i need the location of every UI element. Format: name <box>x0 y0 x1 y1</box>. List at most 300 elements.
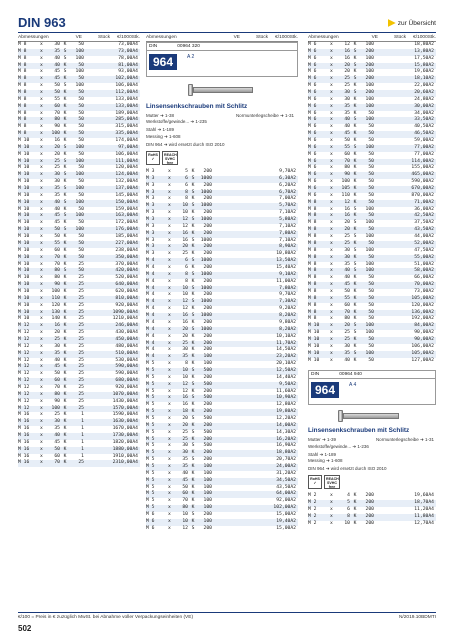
row-size: M 5 <box>146 505 155 511</box>
row-times: x <box>168 395 171 401</box>
row-price: 10,90A2 <box>276 395 296 401</box>
row-length: 20 <box>344 220 350 226</box>
row-qty: 50 <box>368 227 374 233</box>
row-unit: K <box>63 76 67 82</box>
row-length: 70 <box>54 384 60 390</box>
row-size: M 5 <box>146 491 155 497</box>
row-unit: S <box>63 55 67 61</box>
row-unit: K <box>63 179 67 185</box>
row-unit: K <box>63 90 67 96</box>
screw-illustration <box>146 77 298 103</box>
row-times: x <box>168 169 171 175</box>
product-number: 964 <box>149 54 177 70</box>
row-times: x <box>330 295 333 301</box>
row-qty: 25 <box>78 357 84 363</box>
row-price: 6,30A2 <box>279 175 296 181</box>
row-times: x <box>168 457 171 463</box>
row-times: x <box>40 282 43 288</box>
row-qty: 50 <box>78 110 84 116</box>
row-price: 350,00A4 <box>115 254 138 260</box>
row-qty: 1000 <box>200 175 212 181</box>
row-unit: S <box>353 144 357 150</box>
row-times: x <box>330 124 333 130</box>
row-qty: 100 <box>75 83 84 89</box>
product-box-header <box>147 43 297 51</box>
row-unit: K <box>63 288 67 294</box>
row-price: 450,00A4 <box>115 336 138 342</box>
row-price: 78,00A4 <box>118 55 138 61</box>
row-times: x <box>40 227 43 233</box>
table-row <box>18 426 140 433</box>
row-price: 43,50A2 <box>276 484 296 490</box>
row-unit: K <box>63 110 67 116</box>
row-length: 45 <box>344 282 350 288</box>
row-price: 97,00A4 <box>118 144 138 150</box>
row-size: M 10 <box>18 179 30 185</box>
info-nut-link[interactable]: Mutter ➜ 1-39 <box>308 437 337 443</box>
info-brass-link[interactable]: Messing ➜ 1-608 <box>308 458 343 463</box>
row-qty: 200 <box>203 251 212 257</box>
table-row <box>308 104 436 111</box>
table-row <box>146 471 298 478</box>
row-length: 30 <box>344 90 350 96</box>
table-row <box>146 437 298 444</box>
row-qty: 50 <box>368 309 374 315</box>
row-length: 25 <box>54 412 60 418</box>
row-price: 5,70A2 <box>279 203 296 209</box>
table-header <box>146 34 298 42</box>
row-length: 25 <box>344 76 350 82</box>
row-length: 8 <box>347 513 350 519</box>
footer-rule <box>18 612 436 613</box>
row-unit: K <box>63 426 67 432</box>
row-size: M 8 <box>18 90 27 96</box>
row-length: 60 <box>54 378 60 384</box>
row-unit: K <box>353 138 357 144</box>
row-qty: 50 <box>78 247 84 253</box>
row-price: 14,00A2 <box>276 422 296 428</box>
info-steel-link[interactable]: Stahl ➜ 1-189 <box>308 451 337 457</box>
info-material-link[interactable]: Werkstoffe/gewinde... ➜ 1-235 <box>146 119 207 125</box>
row-length: 35 <box>54 426 60 432</box>
row-length: 12 <box>182 306 188 312</box>
row-price: 11,60A2 <box>276 388 296 394</box>
row-size: M 8 <box>308 254 317 260</box>
row-length: 25 <box>182 251 188 257</box>
row-length: 70 <box>344 309 350 315</box>
row-price: 37,50A2 <box>414 220 434 226</box>
row-qty: 200 <box>203 374 212 380</box>
row-size: M 2 <box>308 520 317 526</box>
row-qty: 100 <box>365 96 374 102</box>
overview-link[interactable] <box>388 19 436 27</box>
row-unit: S <box>191 525 195 531</box>
row-price: 465,00A2 <box>411 172 434 178</box>
row-unit: K <box>191 340 195 346</box>
row-size: M 6 <box>308 124 317 130</box>
table-row <box>146 464 298 471</box>
row-size: M 8 <box>18 117 27 123</box>
row-price: 23,20A2 <box>276 354 296 360</box>
row-length: 25 <box>344 83 350 89</box>
row-size: M 12 <box>18 364 30 370</box>
row-times: x <box>40 138 43 144</box>
row-qty: 25 <box>78 302 84 308</box>
row-unit: K <box>63 371 67 377</box>
row-size: M 8 <box>308 247 317 253</box>
row-size: M 10 <box>18 151 30 157</box>
row-size: M 12 <box>18 391 30 397</box>
row-qty: 25 <box>78 391 84 397</box>
product-box-b <box>308 370 436 405</box>
row-size: M 6 <box>308 158 317 164</box>
row-unit: K <box>353 288 357 294</box>
row-price: 20,10A2 <box>276 361 296 367</box>
row-unit: K <box>191 422 195 428</box>
row-length: 80 <box>54 391 60 397</box>
row-qty: 500 <box>203 367 212 373</box>
row-unit: K <box>191 484 195 490</box>
row-unit: K <box>353 213 357 219</box>
row-size: M 6 <box>308 83 317 89</box>
row-unit: K <box>63 384 67 390</box>
table-row <box>146 292 298 299</box>
row-size: M 6 <box>308 117 317 123</box>
row-times: x <box>40 261 43 267</box>
table-row <box>146 382 298 389</box>
row-times: x <box>330 254 333 260</box>
header-qty: Stück <box>256 35 268 40</box>
row-length: 50 <box>54 227 60 233</box>
row-unit: K <box>63 398 67 404</box>
row-size: M 12 <box>18 330 30 336</box>
row-size: M 4 <box>146 306 155 312</box>
row-price: 2310,00A4 <box>112 460 138 466</box>
row-length: 80 <box>344 165 350 171</box>
row-unit: K <box>63 254 67 260</box>
row-unit: K <box>191 505 195 511</box>
row-unit: S <box>191 511 195 517</box>
row-unit: S <box>191 415 195 421</box>
row-size: M 10 <box>18 302 30 308</box>
row-qty: 100 <box>203 518 212 524</box>
row-qty: 25 <box>78 460 84 466</box>
row-qty: 100 <box>75 186 84 192</box>
row-times: x <box>330 117 333 123</box>
row-unit: S <box>63 268 67 274</box>
table-header <box>18 34 140 42</box>
row-times: x <box>40 378 43 384</box>
row-times: x <box>330 76 333 82</box>
row-qty: 100 <box>75 199 84 205</box>
row-price: 34,00A2 <box>414 110 434 116</box>
row-price: 18,70A4 <box>414 500 434 506</box>
row-length: 45 <box>344 131 350 137</box>
header-dims: Abmessungen <box>146 35 177 40</box>
row-times: x <box>40 357 43 363</box>
row-size: M 6 <box>146 518 155 524</box>
row-qty: 50 <box>368 151 374 157</box>
row-length: 40 <box>54 206 60 212</box>
row-length: 45 <box>54 69 60 75</box>
row-length: 10 <box>182 292 188 298</box>
table-row <box>146 299 298 306</box>
row-price: 133,00A4 <box>115 103 138 109</box>
row-times: x <box>40 295 43 301</box>
row-times: x <box>330 302 333 308</box>
row-times: x <box>168 265 171 271</box>
row-times: x <box>330 282 333 288</box>
row-length: 20 <box>54 330 60 336</box>
row-price: 17,50A2 <box>414 55 434 61</box>
row-price: 12,70A4 <box>414 520 434 526</box>
table-row <box>18 392 140 399</box>
row-price: 7,10A2 <box>279 210 296 216</box>
row-times: x <box>330 520 333 526</box>
row-times: x <box>40 364 43 370</box>
table-column-2 <box>146 34 298 533</box>
row-times: x <box>40 151 43 157</box>
info-washer-link[interactable]: Normunterlegscheibe ➜ 1-31 <box>375 437 434 443</box>
table-row <box>308 351 436 358</box>
table-row <box>18 282 140 289</box>
row-qty: 25 <box>78 378 84 384</box>
row-length: 40 <box>344 268 350 274</box>
row-qty: 200 <box>365 76 374 82</box>
row-times: x <box>40 268 43 274</box>
row-times: x <box>330 138 333 144</box>
row-size: M 10 <box>18 199 30 205</box>
row-length: 55 <box>54 240 60 246</box>
row-times: x <box>40 275 43 281</box>
row-price: 106,00A4 <box>115 83 138 89</box>
row-qty: 200 <box>203 347 212 353</box>
row-qty: 50 <box>78 124 84 130</box>
row-unit: K <box>353 336 357 342</box>
row-size: M 2 <box>308 500 317 506</box>
row-times: x <box>168 313 171 319</box>
row-qty: 50 <box>368 199 374 205</box>
row-unit: K <box>63 323 67 329</box>
table-row <box>146 217 298 224</box>
row-length: 10 <box>182 374 188 380</box>
row-length: 30 <box>182 450 188 456</box>
row-length: 100 <box>51 405 60 411</box>
row-length: 70 <box>182 498 188 504</box>
row-times: x <box>168 443 171 449</box>
row-length: 12 <box>344 42 350 47</box>
row-size: M 10 <box>18 206 30 212</box>
row-size: M 6 <box>146 511 155 517</box>
row-unit: S <box>353 247 357 253</box>
row-price: 5,80A2 <box>279 217 296 223</box>
screw-illustration <box>308 405 436 427</box>
row-length: 30 <box>182 443 188 449</box>
row-qty: 25 <box>78 323 84 329</box>
row-unit: K <box>63 234 67 240</box>
row-times: x <box>330 500 333 506</box>
row-size: M 4 <box>146 326 155 332</box>
row-size: M 5 <box>146 374 155 380</box>
table-row <box>146 279 298 286</box>
row-size: M 6 <box>308 192 317 198</box>
row-qty: 100 <box>365 330 374 336</box>
row-length: 70 <box>54 110 60 116</box>
screw-shaft-shape <box>193 87 253 93</box>
arrow-right-icon <box>388 19 396 27</box>
row-length: 60 <box>54 453 60 459</box>
info-brass-link[interactable]: Messing ➜ 1-608 <box>146 133 181 139</box>
table-row <box>18 385 140 392</box>
row-times: x <box>40 391 43 397</box>
row-times: x <box>330 213 333 219</box>
row-size: M 12 <box>18 398 30 404</box>
row-size: M 16 <box>18 432 30 438</box>
row-times: x <box>168 326 171 332</box>
row-price: 420,00A4 <box>115 268 138 274</box>
row-price: 590,00A4 <box>115 364 138 370</box>
table-row <box>146 375 298 382</box>
row-unit: S <box>191 258 195 264</box>
row-price: 670,00A2 <box>411 186 434 192</box>
row-times: x <box>168 196 171 202</box>
row-price: 9,70A2 <box>279 292 296 298</box>
row-size: M 3 <box>146 223 155 229</box>
row-size: M 8 <box>308 288 317 294</box>
row-length: 20 <box>182 333 188 339</box>
row-size: M 4 <box>146 271 155 277</box>
row-times: x <box>330 192 333 198</box>
row-times: x <box>330 507 333 513</box>
row-price: 14,30A2 <box>276 429 296 435</box>
info-steel-link[interactable]: Stahl ➜ 1-189 <box>146 127 175 133</box>
row-times: x <box>40 186 43 192</box>
row-times: x <box>330 110 333 116</box>
row-qty: 50 <box>368 192 374 198</box>
row-unit: K <box>353 192 357 198</box>
row-qty: 50 <box>78 76 84 82</box>
row-qty: 50 <box>368 336 374 342</box>
row-qty: 50 <box>368 254 374 260</box>
row-length: 45 <box>54 76 60 82</box>
row-length: 12 <box>182 381 188 387</box>
row-qty: 500 <box>203 415 212 421</box>
table-row <box>146 512 298 519</box>
header-unit: VE <box>233 35 240 40</box>
row-times: x <box>40 103 43 109</box>
row-size: M 5 <box>146 450 155 456</box>
row-unit: K <box>191 498 195 504</box>
row-length: 16 <box>54 138 60 144</box>
row-price: 7,80A2 <box>279 285 296 291</box>
row-size: M 6 <box>308 131 317 137</box>
row-qty: 200 <box>203 230 212 236</box>
row-size: M 10 <box>18 227 30 233</box>
row-size: M 5 <box>146 367 155 373</box>
row-unit: K <box>63 391 67 397</box>
table-row <box>308 303 436 310</box>
row-qty: 1000 <box>200 271 212 277</box>
row-length: 18 <box>182 409 188 415</box>
table-row <box>18 138 140 145</box>
row-times: x <box>330 220 333 226</box>
row-size: M 10 <box>308 330 320 336</box>
row-qty: 1000 <box>200 203 212 209</box>
row-size: M 10 <box>18 288 30 294</box>
row-length: 90 <box>54 398 60 404</box>
row-unit: S <box>353 261 357 267</box>
table-row <box>308 234 436 241</box>
row-unit: K <box>353 295 357 301</box>
row-size: M 8 <box>308 199 317 205</box>
row-length: 30 <box>54 42 60 47</box>
row-unit: K <box>191 347 195 353</box>
table-row <box>146 491 298 498</box>
row-qty: 1000 <box>200 285 212 291</box>
row-times: x <box>168 409 171 415</box>
row-unit: S <box>191 457 195 463</box>
row-length: 90 <box>54 282 60 288</box>
row-price: 20,60A2 <box>414 90 434 96</box>
row-length: 25 <box>344 336 350 342</box>
row-unit: K <box>63 350 67 356</box>
row-length: 40 <box>182 470 188 476</box>
row-length: 16 <box>344 48 350 54</box>
row-length: 60 <box>54 247 60 253</box>
info-material-link[interactable]: Werkstoffe/gewinde... ➜ 1-236 <box>308 443 369 449</box>
row-price: 106,00A2 <box>411 343 434 349</box>
row-price: 9,20A2 <box>279 306 296 312</box>
product-box-header <box>309 371 435 379</box>
row-qty: 25 <box>78 330 84 336</box>
row-size: M 6 <box>308 165 317 171</box>
table-row <box>308 56 436 63</box>
row-unit: K <box>191 477 195 483</box>
header-dims: Abmessungen <box>18 35 49 40</box>
row-size: M 3 <box>146 210 155 216</box>
row-size: M 10 <box>18 316 30 322</box>
product-din-label: DIN <box>149 44 158 49</box>
info-nut-link[interactable]: Mutter ➜ 1-38 <box>146 113 175 118</box>
row-qty: 200 <box>203 511 212 517</box>
table-row <box>308 186 436 193</box>
row-size: M 6 <box>308 172 317 178</box>
row-price: 66,00A2 <box>414 275 434 281</box>
row-price: 430,00A4 <box>115 330 138 336</box>
row-times: x <box>40 69 43 75</box>
table-row <box>146 176 298 183</box>
table-row <box>308 521 436 528</box>
row-size: M 3 <box>146 244 155 250</box>
row-qty: 25 <box>78 405 84 411</box>
row-price: 30,00A2 <box>414 103 434 109</box>
table-row <box>146 402 298 409</box>
row-price: 335,00A4 <box>115 131 138 137</box>
row-price: 19,80A2 <box>276 409 296 415</box>
table-row <box>18 344 140 351</box>
info-washer-link[interactable]: Normunterlegscheibe ➜ 1-31 <box>235 113 294 118</box>
row-size: M 5 <box>146 415 155 421</box>
row-unit: S <box>191 395 195 401</box>
row-price: 73,00A4 <box>118 42 138 47</box>
row-times: x <box>40 384 43 390</box>
row-unit: K <box>63 247 67 253</box>
row-times: x <box>168 244 171 250</box>
row-length: 30 <box>344 96 350 102</box>
row-length: 6 <box>347 507 350 513</box>
table-row <box>308 193 436 200</box>
row-unit: S <box>63 172 67 178</box>
